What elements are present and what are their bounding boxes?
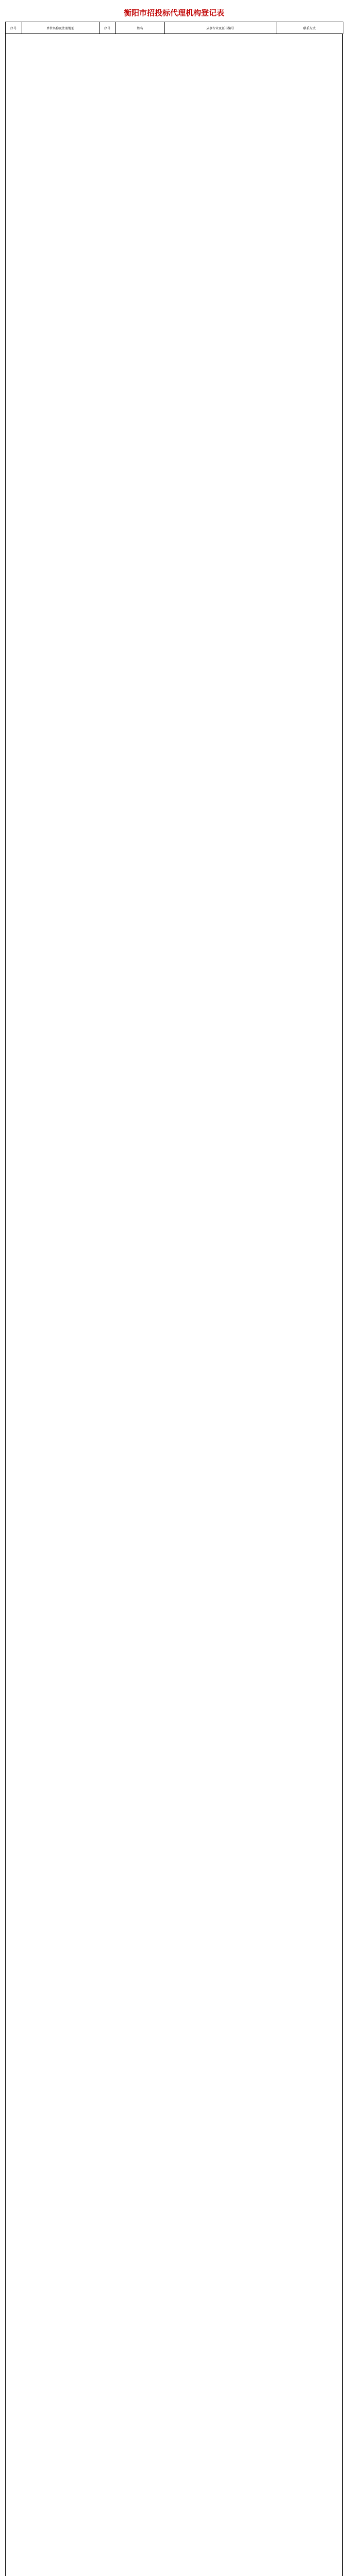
column-header-contact: 联系方式 [276, 22, 343, 34]
column-header-index: 序号 [5, 22, 22, 34]
column-header-agency: 单位名称及注册地址 [22, 22, 99, 34]
registration-table [5, 22, 343, 34]
document-title: 衡阳市招投标代理机构登记表 [123, 8, 224, 18]
table-header-row [5, 22, 343, 34]
column-header-name: 姓名 [115, 22, 164, 34]
column-header-staff-index: 序号 [99, 22, 115, 34]
column-header-certificate: 从事专业及证书编号 [164, 22, 276, 34]
table-body-placeholder [5, 34, 343, 2576]
